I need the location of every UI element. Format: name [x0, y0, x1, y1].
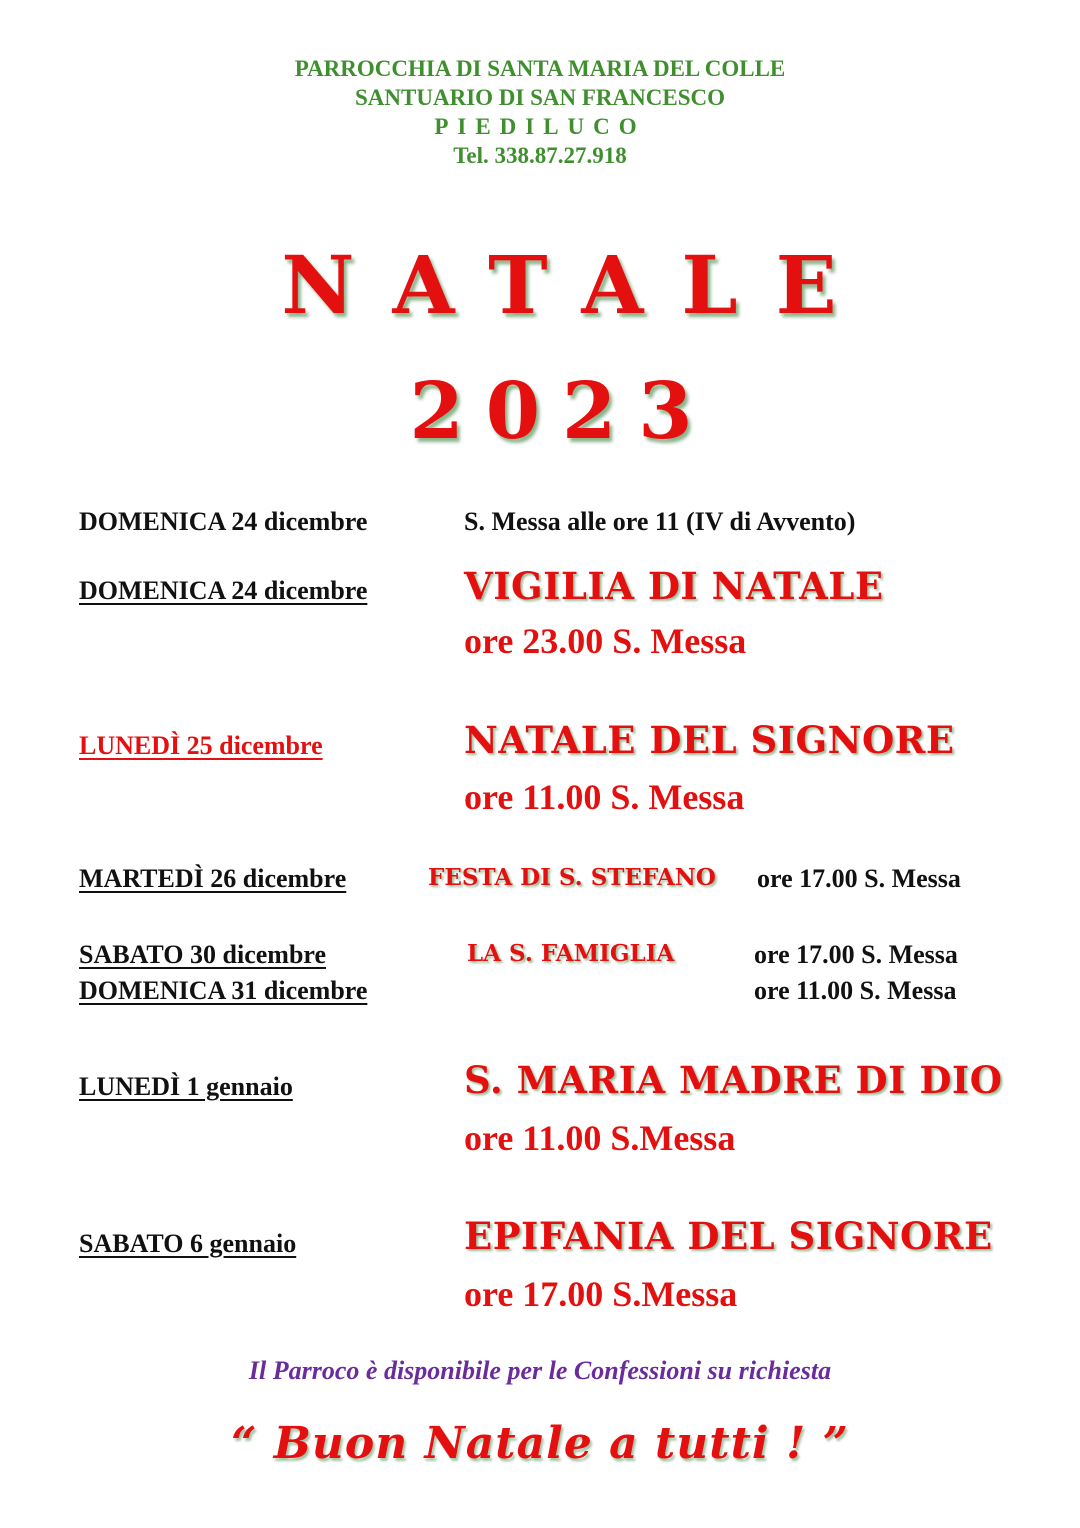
- mass-time: ore 11.00 S. Messa: [464, 777, 745, 817]
- event-text: S. Messa alle ore 11 (IV di Avvento): [464, 507, 856, 536]
- mass-time: ore 23.00 S. Messa: [464, 621, 747, 661]
- feast-title: NATALE DEL SIGNORE: [464, 718, 955, 762]
- feast-title: LA S. FAMIGLIA: [467, 940, 675, 967]
- day-label: DOMENICA 31 dicembre: [79, 976, 368, 1005]
- christmas-greeting: “ Buon Natale a tutti ! ”: [231, 1418, 849, 1469]
- confessions-note: Il Parroco è disponibile per le Confessioni su richiesta: [248, 1356, 832, 1385]
- mass-time: ore 17.00 S.Messa: [464, 1274, 738, 1314]
- day-label: SABATO 30 dicembre: [79, 940, 327, 969]
- title-natale: NATALE: [281, 238, 875, 332]
- day-label: MARTEDÌ 26 dicembre: [79, 864, 347, 893]
- mass-time: ore 11.00 S.Messa: [464, 1118, 736, 1158]
- mass-time: ore 17.00 S. Messa: [754, 940, 958, 969]
- day-label: LUNEDÌ 25 dicembre: [79, 731, 323, 760]
- feast-title: VIGILIA DI NATALE: [464, 564, 884, 608]
- day-label: DOMENICA 24 dicembre: [79, 576, 368, 605]
- phone-number: Tel. 338.87.27.918: [453, 143, 627, 168]
- day-label: SABATO 6 gennaio: [79, 1229, 297, 1258]
- day-label: LUNEDÌ 1 gennaio: [79, 1072, 293, 1101]
- day-label: DOMENICA 24 dicembre: [79, 507, 368, 536]
- feast-title: EPIFANIA DEL SIGNORE: [464, 1214, 993, 1258]
- feast-title: FESTA DI S. STEFANO: [428, 864, 716, 891]
- parish-header: [0, 54, 1080, 170]
- town-name: PIEDILUCO: [434, 114, 646, 139]
- feast-title: S. MARIA MADRE DI DIO: [464, 1058, 1003, 1102]
- mass-time: ore 11.00 S. Messa: [754, 976, 957, 1005]
- parish-name: PARROCCHIA DI SANTA MARIA DEL COLLE: [294, 56, 786, 81]
- title-year: 2023: [409, 366, 715, 457]
- sanctuary-name: SANTUARIO DI SAN FRANCESCO: [355, 85, 725, 110]
- mass-time: ore 17.00 S. Messa: [757, 864, 961, 893]
